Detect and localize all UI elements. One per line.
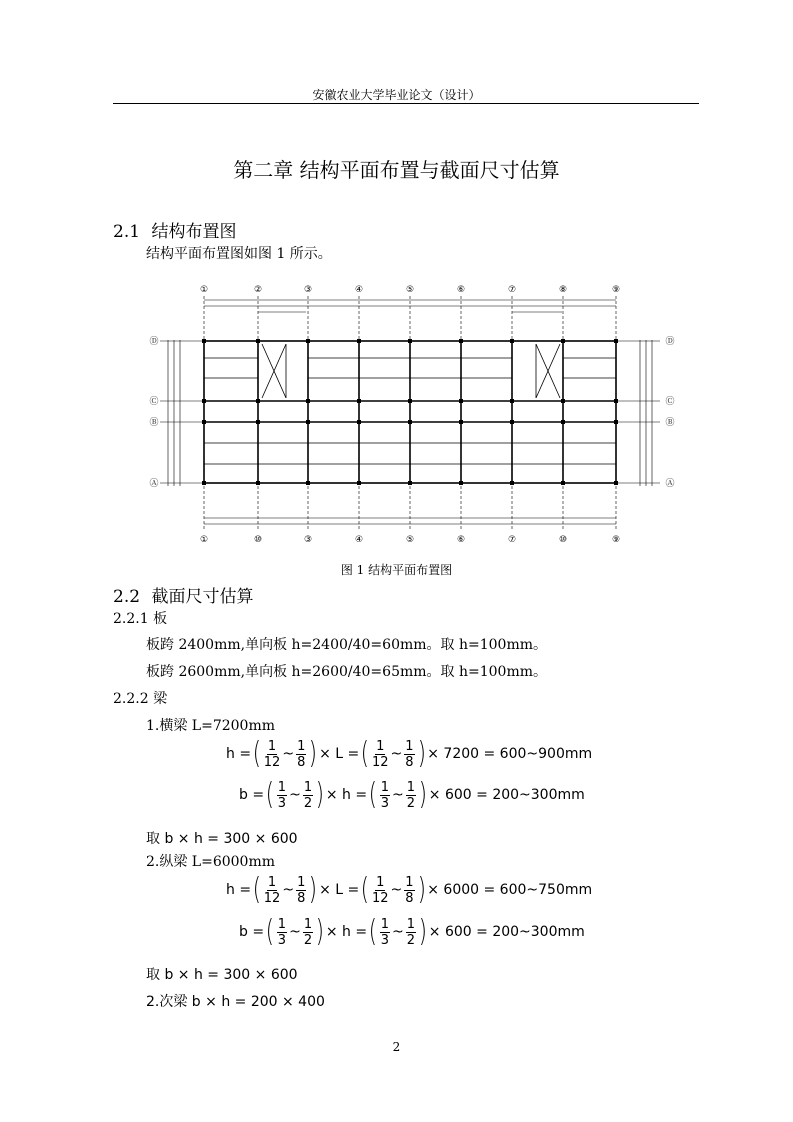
axis-label-top: ⑨ — [611, 285, 621, 295]
axis-label-bottom: ⑥ — [456, 535, 466, 545]
section-2-2-heading — [113, 582, 253, 607]
axis-label-bottom: ⑩ — [253, 535, 263, 545]
section-2-1-heading — [113, 217, 236, 242]
axis-label-top: ④ — [354, 285, 364, 295]
beam1-b-formula: b = ( $\frac{1}{3}$ ~ $\frac{1}{2}$ ) × h = ( $\frac{1}{3}$ ~ $\frac{1}{2}$ ) × 600 = 200~300mm — [239, 777, 585, 812]
beam1-h-formula: h = ( $\frac{1}{12}$ ~ $\frac{1}{8}$ ) × L = ( $\frac{1}{12}$ ~ $\frac{1}{8}$ ) × 7200 = 600~900mm — [226, 736, 593, 771]
section-number: 2.1 — [113, 222, 141, 242]
axis-label-top: ⑧ — [558, 285, 568, 295]
axis-label-top: ⑤ — [405, 285, 415, 295]
subsection-2-2-1-heading: 2.2.1 板 — [113, 611, 168, 627]
axis-label-bottom: ⑦ — [507, 535, 517, 545]
page-header: 安徽农业大学毕业论文（设计） — [312, 88, 481, 102]
slab-line-1: 板跨 2400mm,单向板 h=2400/40=60mm。取 h=100mm。 — [146, 637, 548, 653]
axis-label-side: Ⓐ — [149, 479, 159, 489]
axis-label-top: ① — [199, 285, 209, 295]
axis-label-side: Ⓑ — [665, 418, 675, 428]
section-title: 结构布置图 — [151, 222, 237, 242]
axis-label-side: Ⓓ — [149, 337, 159, 347]
header-rule — [113, 103, 699, 104]
axis-label-top: ③ — [303, 285, 313, 295]
axis-label-top: ② — [253, 285, 263, 295]
axis-label-bottom: ④ — [354, 535, 364, 545]
axis-label-bottom: ⑨ — [611, 535, 621, 545]
axis-label-side: Ⓓ — [665, 337, 675, 347]
section-title: 截面尺寸估算 — [151, 587, 254, 607]
axis-label-top: ⑦ — [507, 285, 517, 295]
axis-label-side: Ⓐ — [665, 479, 675, 489]
section-2-1-text: 结构平面布置图如图 1 所示。 — [146, 246, 332, 262]
structural-plan-figure — [146, 278, 686, 550]
page-number: 2 — [392, 1040, 401, 1054]
beam2-title: 2.纵梁 L=6000mm — [146, 854, 276, 870]
beam2-h-formula: h = ( $\frac{1}{12}$ ~ $\frac{1}{8}$ ) × L = ( $\frac{1}{12}$ ~ $\frac{1}{8}$ ) × 6000 = 600~750mm — [226, 872, 593, 907]
section-number: 2.2 — [113, 587, 141, 607]
slab-line-2: 板跨 2600mm,单向板 h=2600/40=65mm。取 h=100mm。 — [146, 664, 548, 680]
secondary-beam: 2.次梁 b × h = 200 × 400 — [146, 994, 325, 1010]
axis-label-bottom: ③ — [303, 535, 313, 545]
beam2-b-formula: b = ( $\frac{1}{3}$ ~ $\frac{1}{2}$ ) × h = ( $\frac{1}{3}$ ~ $\frac{1}{2}$ ) × 600 = 200~300mm — [239, 914, 585, 949]
axis-label-side: Ⓒ — [665, 397, 675, 407]
axis-label-side: Ⓑ — [149, 418, 159, 428]
axis-label-side: Ⓒ — [149, 397, 159, 407]
axis-label-bottom: ① — [199, 535, 209, 545]
axis-label-top: ⑥ — [456, 285, 466, 295]
axis-label-bottom: ⑤ — [405, 535, 415, 545]
figure-caption: 图 1 结构平面布置图 — [340, 563, 453, 577]
beam2-take: 取 b × h = 300 × 600 — [146, 967, 298, 983]
beam1-title: 1.横梁 L=7200mm — [146, 718, 276, 734]
subsection-2-2-2-heading: 2.2.2 梁 — [113, 691, 168, 707]
beam1-take: 取 b × h = 300 × 600 — [146, 831, 298, 847]
axis-label-bottom: ⑩ — [558, 535, 568, 545]
chapter-title: 第二章 结构平面布置与截面尺寸估算 — [233, 158, 560, 182]
